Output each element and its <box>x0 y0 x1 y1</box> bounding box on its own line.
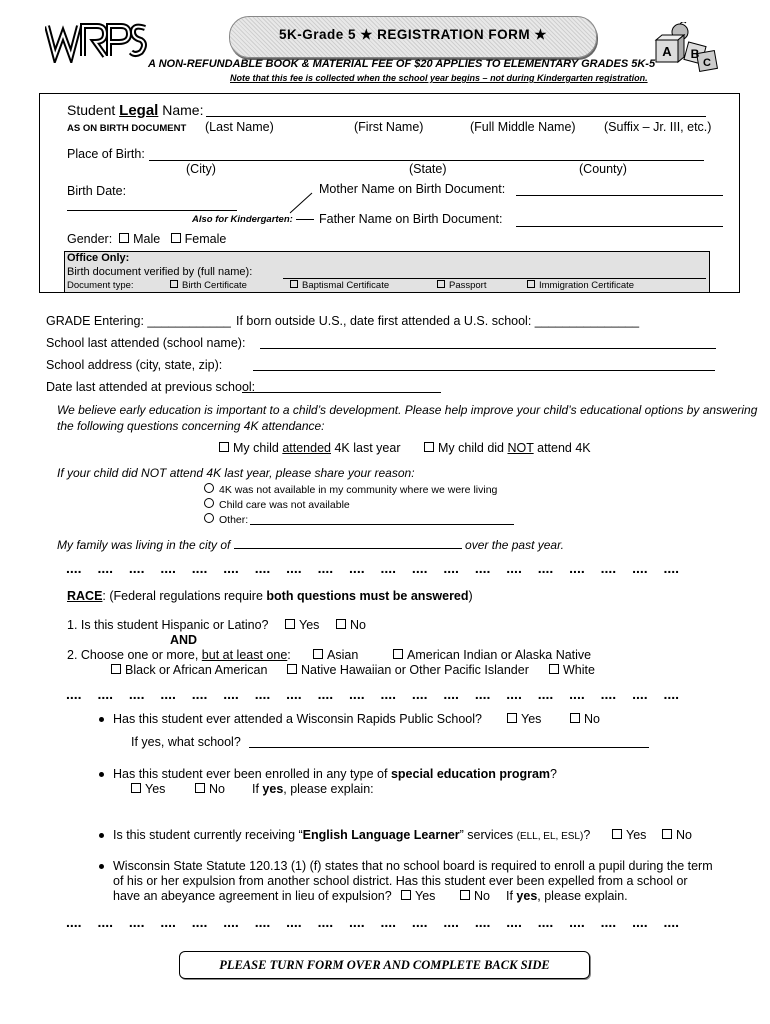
ell-no[interactable]: No <box>662 828 692 842</box>
birth-cert-option[interactable]: Birth Certificate <box>170 280 247 291</box>
place-of-birth-label: Place of Birth: <box>67 147 145 161</box>
school-address-label: School address (city, state, zip): <box>46 358 223 372</box>
city-living-field[interactable] <box>234 537 462 549</box>
fee-note: Note that this fee is collected when the school year begins – not during Kindergarten registration. <box>230 73 648 83</box>
title-banner <box>229 16 597 58</box>
fourk-intro-line2: the following questions concerning 4K attendance: <box>57 419 325 433</box>
hispanic-no[interactable]: No <box>336 618 366 632</box>
block-b: B <box>690 47 700 61</box>
grade-entering-label: GRADE Entering: ____________ <box>46 314 231 328</box>
separator-dots-2: .... .... .... .... .... .... .... .... .... .... .... .... .... .... .... .... .... .... .... .... <box>66 686 680 702</box>
statute-line1: Wisconsin State Statute 120.13 (1) (f) states that no school board is required to enroll a pupil during the term <box>113 859 713 873</box>
turn-over-notice: PLEASE TURN FORM OVER AND COMPLETE BACK SIDE <box>179 951 590 979</box>
not-attended-4k-option[interactable]: My child did NOT attend 4K <box>424 441 591 455</box>
sped-no[interactable]: No <box>195 782 225 796</box>
ell-question: Is this student currently receiving “English Language Learner” services (ELL, EL, ESL)? <box>113 828 591 842</box>
immigration-option[interactable]: Immigration Certificate <box>527 280 634 291</box>
also-for-kindergarten-label: Also for Kindergarten: <box>192 214 293 225</box>
wrps-question: Has this student ever attended a Wisconsin Rapids Public School? <box>113 712 482 726</box>
expelled-explain: If yes, please explain. <box>506 889 628 903</box>
mother-name-label: Mother Name on Birth Document: <box>319 182 506 196</box>
hispanic-question: 1. Is this student Hispanic or Latino? <box>67 618 269 632</box>
fee-notice: A NON-REFUNDABLE BOOK & MATERIAL FEE OF $20 APPLIES TO ELEMENTARY GRADES 5K-5 <box>148 58 656 70</box>
father-name-field[interactable] <box>516 214 723 227</box>
race-black[interactable]: Black or African American <box>111 663 267 677</box>
if-yes-school-label: If yes, what school? <box>131 735 241 749</box>
reason-other-field[interactable] <box>250 513 514 525</box>
birth-date-label: Birth Date: <box>67 184 127 198</box>
and-label: AND <box>170 633 198 647</box>
city-living-row: My family was living in the city of over the past year. <box>57 538 564 552</box>
block-c: C <box>703 57 711 69</box>
document-type-row: Document type: <box>67 280 134 291</box>
race-asian[interactable]: Asian <box>313 648 358 662</box>
separator-dots-3: .... .... .... .... .... .... .... .... .... .... .... .... .... .... .... .... .... .... .... .... <box>66 914 680 930</box>
school-address-field[interactable] <box>253 359 715 371</box>
city-caption: (City) <box>186 162 216 176</box>
expelled-no[interactable]: No <box>460 889 490 903</box>
ell-yes[interactable]: Yes <box>612 828 646 842</box>
bullet <box>99 717 104 722</box>
statute-line2: of his or her expulsion from another school district. Has this student ever been expelled from a school or <box>113 874 688 888</box>
expelled-yes[interactable]: Yes <box>401 889 435 903</box>
fourk-reason-question: If your child did NOT attend 4K last year, please share your reason: <box>57 466 415 480</box>
abc-blocks-icon <box>650 22 722 74</box>
passport-option[interactable]: Passport <box>437 280 487 291</box>
middle-name-caption: (Full Middle Name) <box>470 120 576 134</box>
office-only-title: Office Only: <box>67 252 130 264</box>
sped-yes[interactable]: Yes <box>131 782 165 796</box>
student-legal-name-label: Student Legal Name: <box>67 102 204 119</box>
fourk-intro-line1: We believe early education is important to a child’s development. Please help improve your child’s educational options by answering <box>57 403 758 417</box>
reason-child-care[interactable]: Child care was not available <box>204 498 350 511</box>
bullet <box>99 833 104 838</box>
wrps-yes[interactable]: Yes <box>507 712 541 726</box>
district-logo <box>45 18 147 63</box>
father-name-label: Father Name on Birth Document: <box>319 212 503 226</box>
suffix-caption: (Suffix – Jr. III, etc.) <box>604 120 712 134</box>
sped-explain: If yes, please explain: <box>252 782 374 796</box>
attended-4k-option[interactable]: My child attended 4K last year <box>219 441 400 455</box>
county-caption: (County) <box>579 162 627 176</box>
mother-name-field[interactable] <box>516 184 723 196</box>
wrps-no[interactable]: No <box>570 712 600 726</box>
school-last-attended-label: School last attended (school name): <box>46 336 246 350</box>
reason-not-available[interactable]: 4K was not available in my community where we were living <box>204 483 497 496</box>
bullet <box>99 864 104 869</box>
block-a: A <box>662 44 672 59</box>
state-caption: (State) <box>409 162 447 176</box>
separator-dots-1: .... .... .... .... .... .... .... .... .... .... .... .... .... .... .... .... .... .... .... .... <box>66 560 680 576</box>
if-yes-school-field[interactable] <box>249 736 649 748</box>
sped-question: Has this student ever been enrolled in any type of special education program? <box>113 767 557 781</box>
place-of-birth-field[interactable] <box>149 148 704 161</box>
reason-other[interactable]: Other: <box>204 513 248 526</box>
date-last-attended-field[interactable] <box>242 381 441 393</box>
race-heading: RACE: (Federal regulations require both questions must be answered) <box>67 589 473 603</box>
verified-by-field[interactable] <box>283 266 706 279</box>
form-title: 5K-Grade 5 ★ REGISTRATION FORM ★ <box>279 27 547 42</box>
baptismal-option[interactable]: Baptismal Certificate <box>290 280 389 291</box>
statute-line3: have an abeyance agreement in lieu of expulsion? <box>113 889 392 903</box>
school-last-attended-field[interactable] <box>260 337 716 349</box>
kindergarten-line <box>296 219 314 220</box>
female-checkbox[interactable] <box>171 233 181 243</box>
first-name-caption: (First Name) <box>354 120 424 134</box>
gender-row: Gender: Male Female <box>67 232 227 246</box>
bullet <box>99 772 104 777</box>
male-checkbox[interactable] <box>119 233 129 243</box>
race-pacific-islander[interactable]: Native Hawaiian or Other Pacific Islander <box>287 663 529 677</box>
hispanic-yes[interactable]: Yes <box>285 618 319 632</box>
last-name-caption: (Last Name) <box>205 120 274 134</box>
student-name-field[interactable] <box>206 102 706 117</box>
race-american-indian[interactable]: American Indian or Alaska Native <box>393 648 591 662</box>
date-last-attended-label: Date last attended at previous school: <box>46 380 256 394</box>
race-white[interactable]: White <box>549 663 595 677</box>
outside-us-label: If born outside U.S., date first attended a U.S. school: _______________ <box>236 314 640 328</box>
as-on-birth-label: AS ON BIRTH DOCUMENT <box>67 123 187 134</box>
verified-by-label: Birth document verified by (full name): <box>67 266 253 278</box>
birth-date-field[interactable] <box>67 200 237 211</box>
race-choose-label: 2. Choose one or more, but at least one: <box>67 648 291 662</box>
